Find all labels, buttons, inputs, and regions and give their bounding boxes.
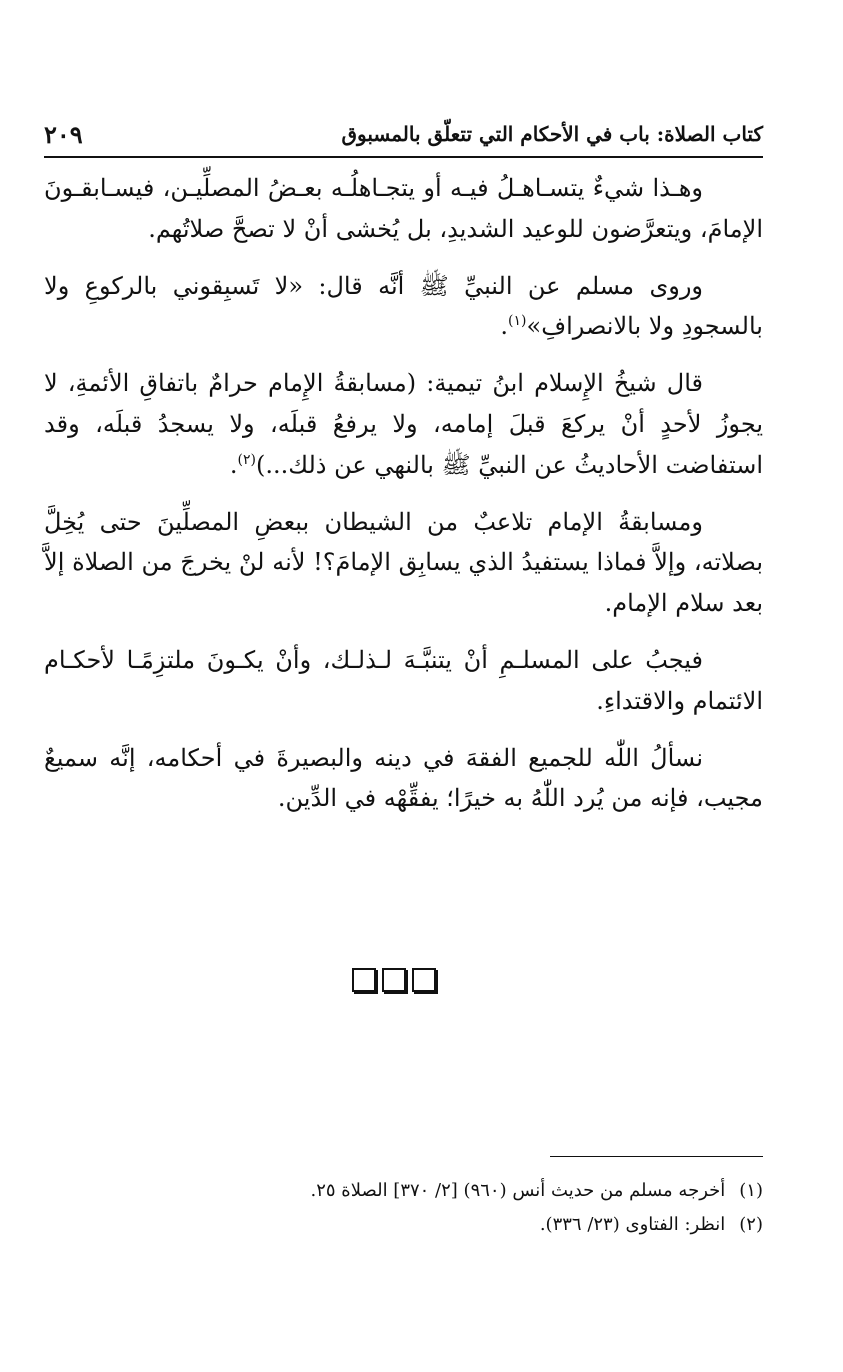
page-header: [44, 112, 763, 158]
running-title: كتاب الصلاة: باب في الأحكام التي تتعلّق بالمسبوق: [341, 122, 763, 146]
box-icon: [382, 968, 406, 992]
footnote: [44, 1208, 763, 1242]
footnote-divider: [550, 1156, 763, 1157]
paragraph-text: ومسابقةُ الإمام تلاعبٌ من الشيطان ببعضِ المصلِّينَ حتى يُخِلَّ بصلاته، وإلاَّ فماذا يستفيدُ الذي يسابِق الإمامَ؟! لأنه لنْ يخرجَ من الصلاة إلاَّ بعد سلام الإمام.: [44, 507, 763, 618]
footnote-number: (١): [739, 1180, 763, 1201]
paragraph: وروى مسلم عن النبيِّ ﷺ أنَّه قال: «لا تَسبِقوني بالركوعِ ولا بالسجودِ ولا بالانصرافِ»$^{(١)}$.: [44, 271, 763, 341]
footnotes: [44, 1174, 763, 1242]
paragraph: [44, 640, 763, 722]
main-text: [44, 168, 763, 835]
paragraph: [44, 502, 763, 624]
paragraph: قال شيخُ الإِسلام ابنُ تيمية: (مسابقةُ الإِمام حرامٌ باتفاقِ الأئمةِ، لا يجوزُ لأحدٍ أنْ يركعَ قبلَ إمامه، ولا يرفعُ قبلَه، ولا يسجدُ قبلَه، وقد استفاضت الأحاديثُ عن النبيِّ ﷺ بالنهي عن ذلك...)$^{(٢)}$.: [44, 369, 763, 479]
paragraph: [44, 738, 763, 820]
footnote: [44, 1174, 763, 1208]
footnote-text: انظر: الفتاوى (٢٣/ ٣٣٦).: [539, 1214, 726, 1236]
box-icon: [412, 968, 436, 992]
paragraph-text: وهـذا شيءٌ يتسـاهـلُ فيـه أو يتجـاهلُـه بعـضُ المصلِّيـن، فيسـابقـونَ الإمامَ، ويتعرَّضون للوعيد الشديدِ، بل يُخشى أنْ لا تصحَّ صلاتُهم.: [44, 174, 763, 243]
paragraph-text: قال شيخُ الإِسلام ابنُ تيمية: (مسابقةُ الإِمام حرامٌ باتفاقِ الأئمةِ، لا يجوزُ لأحدٍ أنْ يركعَ قبلَ إمامه، ولا يرفعُ قبلَه، ولا يسجدُ قبلَه، وقد استفاضت الأحاديثُ عن النبيِّ ﷺ بالنهي عن ذلك...): [44, 369, 763, 479]
paragraph-text: وروى مسلم عن النبيِّ ﷺ أنَّه قال: «لا تَسبِقوني بالركوعِ ولا بالسجودِ ولا بالانصرافِ»: [44, 271, 763, 341]
section-end-ornament: [352, 968, 436, 992]
footnote-reference[interactable]: (١): [508, 313, 527, 330]
paragraph-text: نسألُ اللّٰه للجميع الفقهَ في دينه والبصيرةَ في أحكامه، إنَّه سميعٌ مجيب، فإنه من يُرد اللّٰهُ به خيرًا؛ يفقِّهْه في الدِّين.: [44, 743, 763, 813]
footnote-number: (٢): [739, 1214, 763, 1236]
page-number: ٢٠٩: [44, 119, 83, 149]
paragraph-text: فيجبُ على المسلـمِ أنْ يتنبَّـهَ لـذلـك، وأنْ يكـونَ ملتزِمًـا لأحكـام الائتمام والاقتداءِ.: [44, 645, 763, 715]
box-icon: [352, 968, 376, 992]
footnote-text: أخرجه مسلم من حديث أنس (٩٦٠) [٢/ ٣٧٠] الصلاة ٢٥.: [310, 1180, 726, 1201]
paragraph: [44, 168, 763, 250]
footnote-reference[interactable]: (٢): [237, 451, 256, 468]
